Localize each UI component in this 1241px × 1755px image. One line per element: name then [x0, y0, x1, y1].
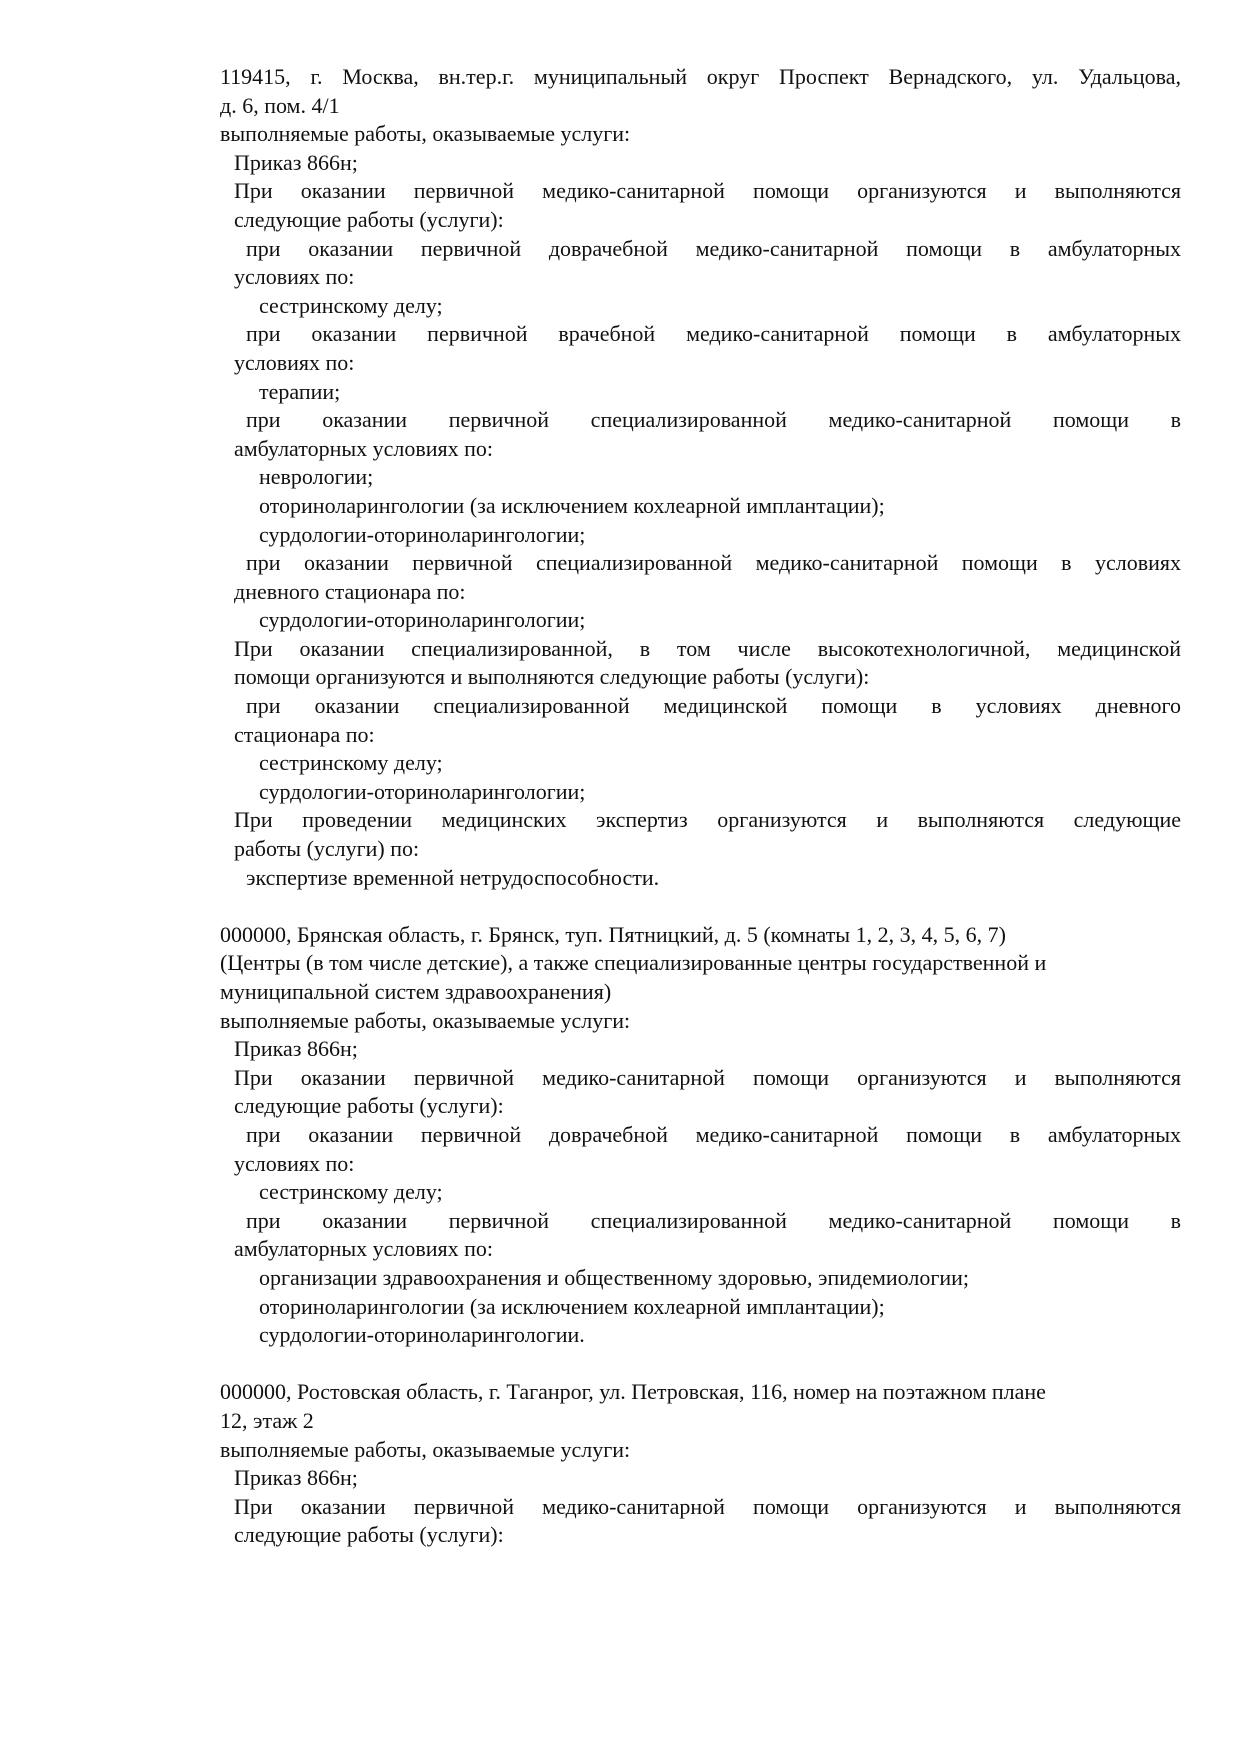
text-line: амбулаторных условиях по:	[234, 435, 494, 461]
text-line: сурдологии-оториноларингологии.	[259, 1322, 585, 1348]
text-line: Приказ 866н;	[234, 1036, 358, 1062]
text-line: (Центры (в том числе детские), а также специализированные центры государственной и	[220, 950, 1047, 976]
text-line: При оказании первичной медико-санитарной помощи организуются и выполняются	[234, 178, 1181, 204]
text-line: помощи организуются и выполняются следующие работы (услуги):	[234, 664, 870, 690]
text-line: сурдологии-оториноларингологии;	[259, 521, 586, 547]
text-line: сурдологии-оториноларингологии;	[259, 607, 586, 633]
text-line: при оказании первичной специализированной медико-санитарной помощи в	[246, 407, 1181, 433]
text-line: условиях по:	[234, 264, 355, 290]
text-line: При оказании первичной медико-санитарной помощи организуются и выполняются	[234, 1493, 1181, 1519]
text-line: Приказ 866н;	[234, 149, 358, 175]
text-line: следующие работы (услуги):	[234, 1522, 504, 1548]
text-line: При оказании специализированной, в том числе высокотехнологичной, медицинской	[234, 635, 1181, 661]
text-line: муниципальной систем здравоохранения)	[220, 979, 612, 1004]
text-line: выполняемые работы, оказываемые услуги:	[220, 1007, 631, 1033]
text-line: при оказании первичной специализированной медико-санитарной помощи в условиях	[246, 550, 1181, 576]
address-block	[220, 1378, 1181, 1550]
text-line: оториноларингологии (за исключением кохлеарной имплантации);	[259, 1293, 885, 1319]
text-line: следующие работы (услуги):	[234, 206, 504, 232]
text-line: выполняемые работы, оказываемые услуги:	[220, 121, 631, 147]
text-line: оториноларингологии (за исключением кохлеарной имплантации);	[259, 492, 885, 518]
text-line: амбулаторных условиях по:	[234, 1236, 494, 1262]
text-line: терапии;	[259, 378, 341, 404]
text-line: при оказании первичной доврачебной медико-санитарной помощи в амбулаторных	[246, 235, 1181, 261]
text-line: Приказ 866н;	[234, 1465, 358, 1491]
text-line: выполняемые работы, оказываемые услуги:	[220, 1436, 631, 1462]
text-line: при оказании первичной доврачебной медико-санитарной помощи в амбулаторных	[246, 1121, 1181, 1147]
text-line: сурдологии-оториноларингологии;	[259, 778, 586, 804]
text-line: дневного стационара по:	[234, 578, 466, 604]
text-line: сестринскому делу;	[259, 292, 443, 318]
address-line: 000000, Ростовская область, г. Таганрог, ул. Петровская, 116, номер на поэтажном плане	[220, 1379, 1046, 1405]
document-page	[220, 63, 1181, 1578]
text-line: неврологии;	[259, 464, 374, 490]
text-line: при оказании первичной специализированной медико-санитарной помощи в	[246, 1207, 1181, 1233]
text-line: следующие работы (услуги):	[234, 1093, 504, 1119]
text-line: При проведении медицинских экспертиз организуются и выполняются следующие	[234, 807, 1181, 833]
text-line: условиях по:	[234, 349, 355, 375]
text-line: работы (услуги) по:	[234, 836, 420, 862]
text-line: сестринскому делу;	[259, 1179, 443, 1205]
address-block	[220, 63, 1181, 892]
address-line: 119415, г. Москва, вн.тер.г. муниципальный округ Проспект Вернадского, ул. Удальцова,	[220, 64, 1181, 89]
text-line: При оказании первичной медико-санитарной помощи организуются и выполняются	[234, 1064, 1181, 1090]
text-line: экспертизе временной нетрудоспособности.	[246, 864, 660, 890]
address-block	[220, 921, 1181, 1350]
text-line: стационара по:	[234, 721, 375, 747]
text-line: 12, этаж 2	[220, 1407, 314, 1433]
address-line: 000000, Брянская область, г. Брянск, туп. Пятницкий, д. 5 (комнаты 1, 2, 3, 4, 5, 6, 7)	[220, 921, 1006, 947]
text-line: при оказании первичной врачебной медико-санитарной помощи в амбулаторных	[246, 321, 1181, 347]
text-line: сестринскому делу;	[259, 750, 443, 776]
text-line: условиях по:	[234, 1150, 355, 1176]
text-line: при оказании специализированной медицинской помощи в условиях дневного	[246, 693, 1181, 719]
text-line: организации здравоохранения и общественному здоровью, эпидемиологии;	[259, 1264, 970, 1290]
text-line: д. 6, пом. 4/1	[220, 92, 340, 118]
